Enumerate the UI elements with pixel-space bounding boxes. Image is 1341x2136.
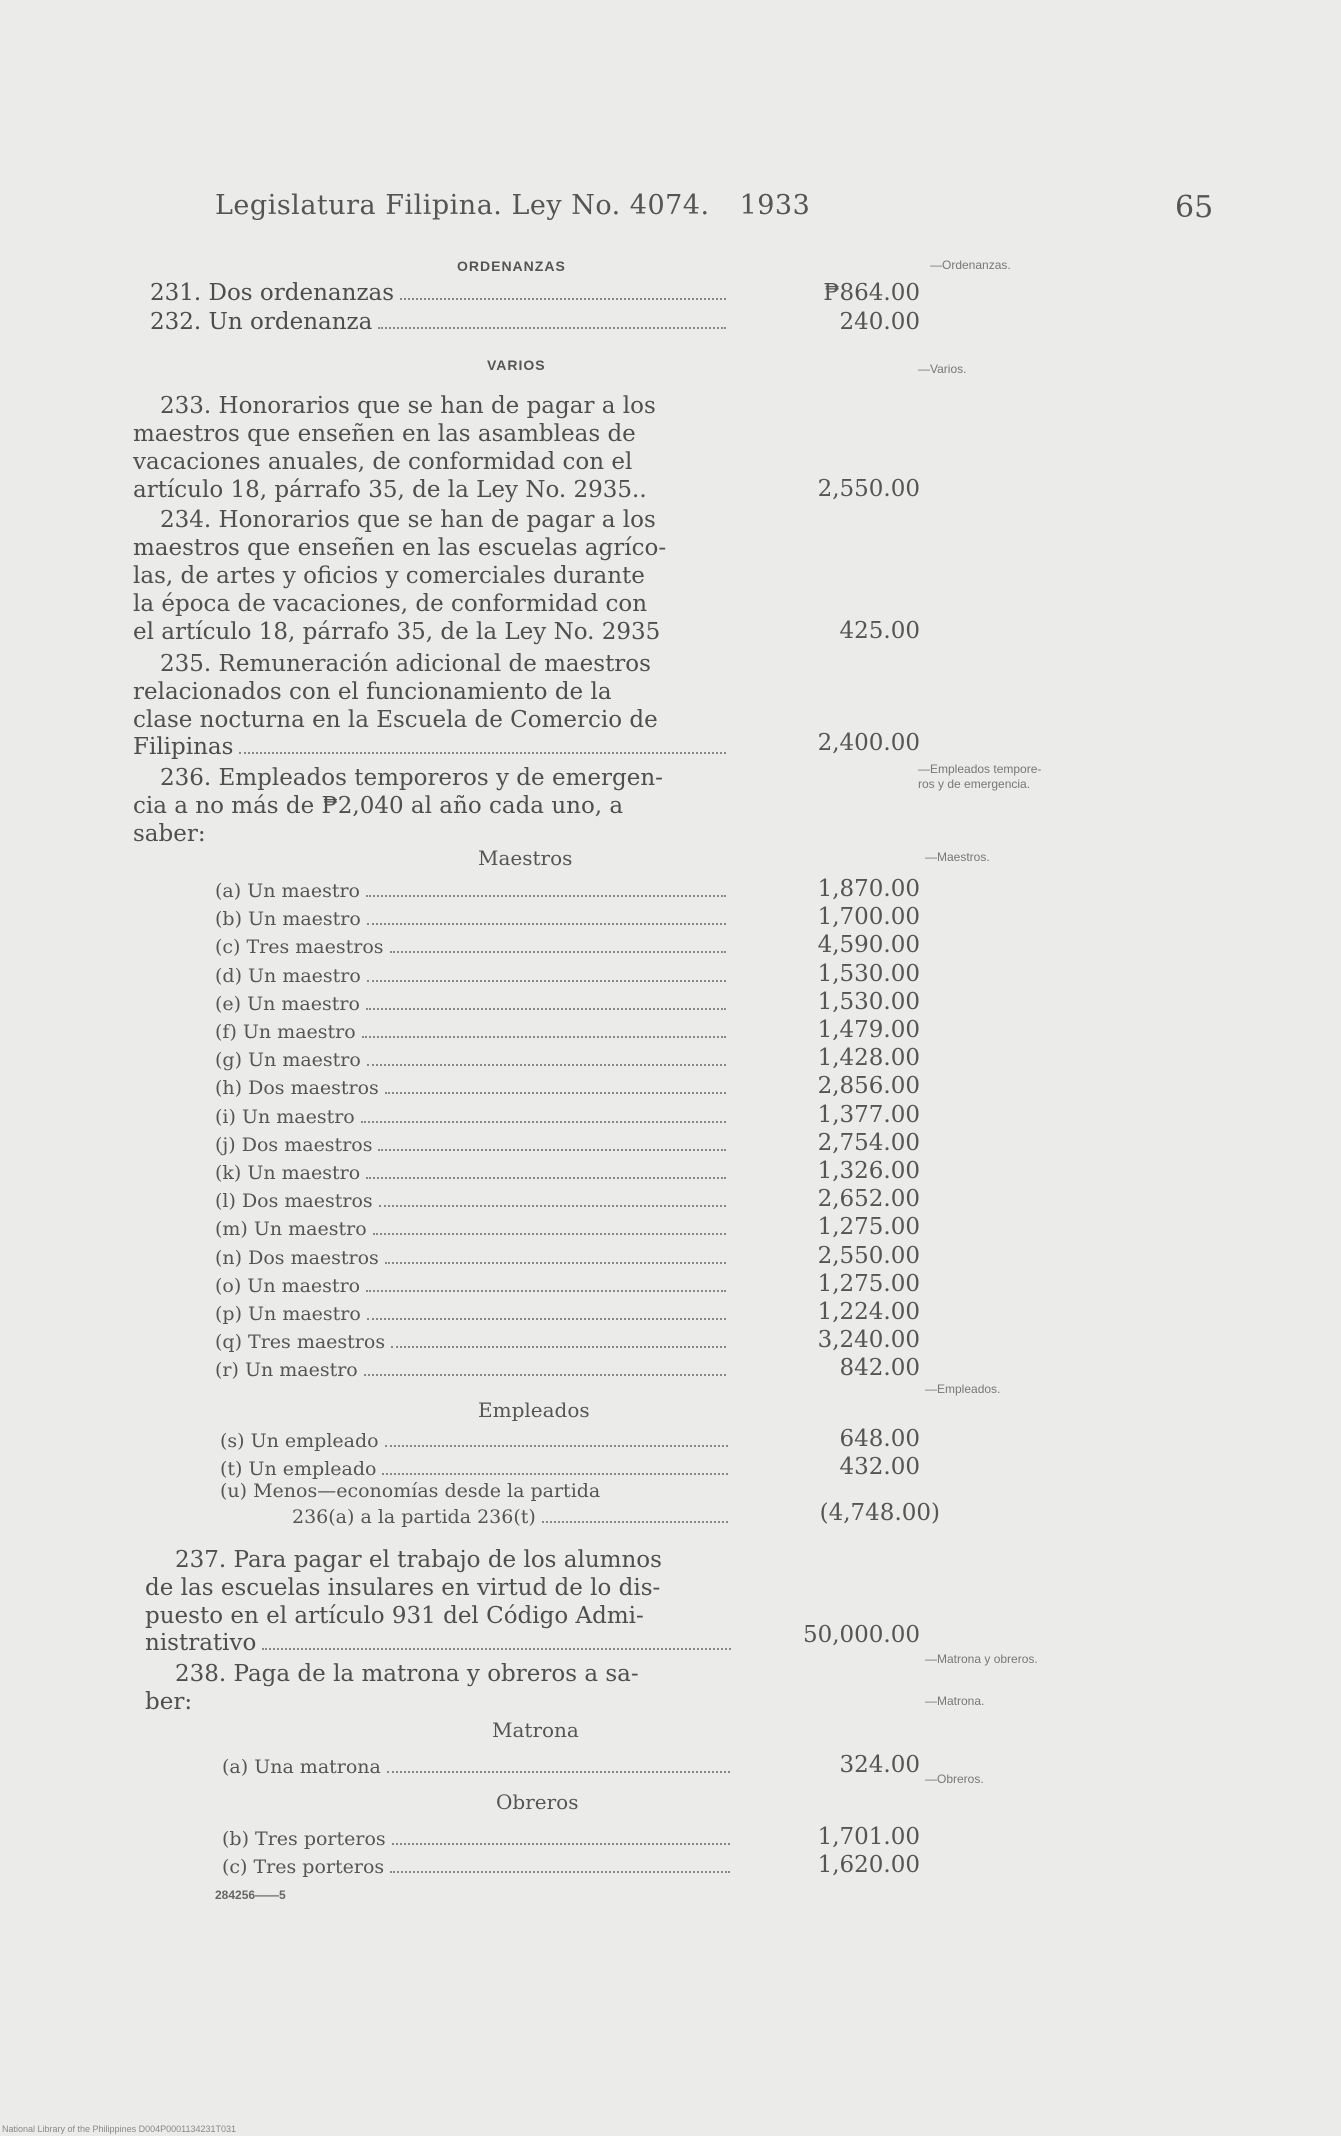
item-233-line: 233. Honorarios que se han de pagar a los: [160, 393, 656, 419]
maestro-row: [215, 936, 730, 958]
item-233-line: artículo 18, párrafo 35, de la Ley No. 2935..: [133, 477, 647, 503]
margin-note-empleados-temporeros: —Empleados tempore- ros y de emergencia.: [918, 762, 1042, 791]
maestro-label: (h) Dos maestros: [215, 1077, 379, 1100]
item-235-line: relacionados con el funcionamiento de la: [133, 679, 612, 705]
maestro-row: [215, 1247, 730, 1269]
margin-note-matrona-obreros: —Matrona y obreros.: [925, 1652, 1038, 1666]
empleado-row: [220, 1458, 732, 1480]
subheading-obreros: Obreros: [496, 1790, 579, 1814]
maestro-row: [215, 880, 730, 902]
margin-note-ordenanzas: —Ordenanzas.: [930, 258, 1011, 272]
maestro-row: [215, 1275, 730, 1297]
obrero-label: (b) Tres porteros: [222, 1828, 386, 1850]
maestro-row: [215, 1077, 730, 1099]
maestro-label: (a) Un maestro: [215, 880, 360, 902]
item-234-line: el artículo 18, párrafo 35, de la Ley No. 2935: [133, 619, 661, 645]
menos-line-2: 236(a) a la partida 236(t): [292, 1506, 732, 1528]
item-232: [150, 309, 730, 335]
maestro-amount: 1,530.00: [817, 988, 920, 1015]
section-heading-ordenanzas: ORDENANZAS: [457, 258, 566, 274]
maestro-label: (e) Un maestro: [215, 992, 360, 1015]
item-235-last: [133, 734, 730, 760]
item-237-line: de las escuelas insulares en virtud de lo dis-: [145, 1575, 661, 1601]
maestro-amount: 1,326.00: [817, 1158, 920, 1184]
margin-note-matrona: —Matrona.: [925, 1694, 985, 1708]
maestro-label: (k) Un maestro: [215, 1162, 361, 1184]
empleado-label: (s) Un empleado: [220, 1430, 379, 1452]
item-238-line: 238. Paga de la matrona y obreros a sa-: [175, 1661, 639, 1687]
item-234-line: maestros que enseñen en las escuelas agríco-: [133, 535, 667, 561]
maestro-row: [215, 1134, 730, 1156]
margin-note-obreros: —Obreros.: [925, 1772, 984, 1786]
matrona-label: (a) Una matrona: [222, 1756, 381, 1778]
maestro-label: (d) Un maestro: [215, 964, 361, 987]
maestro-label: (q) Tres maestros: [215, 1331, 386, 1354]
maestro-row: [215, 908, 730, 930]
maestro-amount: 1,530.00: [817, 960, 920, 987]
maestro-label: (b) Un maestro: [215, 908, 361, 931]
maestro-row: [215, 1359, 730, 1381]
maestro-row: [215, 1218, 730, 1240]
maestro-amount: 842.00: [839, 1355, 920, 1382]
scan-credit: National Library of the Philippines D004P0001134231T031: [2, 2124, 236, 2134]
maestro-amount: 1,479.00: [817, 1017, 920, 1043]
printer-code: 284256——5: [215, 1888, 286, 1902]
maestro-amount: 2,754.00: [817, 1129, 920, 1156]
maestro-row: [215, 993, 730, 1015]
empleado-amount: 432.00: [839, 1454, 920, 1480]
obrero-amount: 1,620.00: [817, 1852, 920, 1878]
obrero-amount: 1,701.00: [817, 1824, 920, 1850]
maestro-amount: 1,870.00: [817, 876, 920, 902]
maestro-row: [215, 1106, 730, 1128]
maestro-amount: 1,700.00: [817, 904, 920, 931]
subheading-maestros: Maestros: [478, 846, 573, 870]
item-235-amount: 2,400.00: [817, 730, 920, 756]
empleado-row: [220, 1430, 732, 1452]
maestro-amount: 1,224.00: [817, 1299, 920, 1325]
item-236-line: 236. Empleados temporeros y de emergen-: [160, 765, 663, 791]
maestro-label: (m) Un maestro: [215, 1218, 367, 1241]
maestro-label: (p) Un maestro: [215, 1303, 361, 1325]
maestro-row: [215, 1331, 730, 1353]
menos-line-1: (u) Menos—economías desde la partida: [220, 1480, 601, 1502]
item-237-amount: 50,000.00: [802, 1622, 920, 1648]
page-number: 65: [1175, 190, 1214, 225]
item-234-line: las, de artes y oficios y comerciales durante: [133, 563, 645, 589]
margin-note-empleados: —Empleados.: [925, 1382, 1001, 1396]
maestro-label: (j) Dos maestros: [215, 1133, 373, 1156]
maestro-amount: 2,550.00: [817, 1242, 920, 1269]
item-232-label: 232. Un ordenanza: [150, 309, 373, 335]
header-title: Legislatura Filipina. Ley No. 4074.: [215, 190, 710, 221]
item-234-amount: 425.00: [839, 618, 920, 644]
maestro-amount: 1,275.00: [817, 1270, 920, 1297]
maestro-row: [215, 1190, 730, 1212]
subheading-matrona: Matrona: [492, 1718, 579, 1742]
item-232-amount: 240.00: [839, 309, 920, 335]
item-237-line: nistrativo: [145, 1630, 257, 1656]
maestro-label: (f) Un maestro: [215, 1021, 356, 1043]
margin-note-maestros: —Maestros.: [925, 850, 990, 864]
maestro-row: [215, 1162, 730, 1184]
maestro-amount: 1,275.00: [817, 1214, 920, 1241]
obrero-row: [222, 1828, 734, 1850]
maestro-amount: 2,856.00: [817, 1073, 920, 1100]
matrona-amount: 324.00: [839, 1752, 920, 1778]
item-234-line: la época de vacaciones, de conformidad con: [133, 591, 648, 617]
item-235-line: clase nocturna en la Escuela de Comercio de: [133, 707, 658, 733]
margin-note-varios: —Varios.: [918, 362, 967, 376]
item-237-last: [145, 1630, 735, 1656]
maestro-label: (l) Dos maestros: [215, 1190, 373, 1213]
maestro-label: (c) Tres maestros: [215, 936, 384, 959]
item-235-line: 235. Remuneración adicional de maestros: [160, 651, 651, 677]
maestro-row: [215, 1049, 730, 1071]
item-236-line: cia a no más de ₱2,040 al año cada uno, a: [133, 793, 624, 819]
empleado-label: (t) Un empleado: [220, 1458, 377, 1480]
subheading-empleados: Empleados: [478, 1398, 590, 1422]
menos-amount: (4,748.00): [819, 1500, 940, 1526]
obrero-row: [222, 1856, 734, 1878]
maestro-row: [215, 965, 730, 987]
maestro-amount: 1,428.00: [817, 1045, 920, 1072]
item-237-line: puesto en el artículo 931 del Código Admi-: [145, 1603, 644, 1629]
item-231-label: 231. Dos ordenanzas: [150, 280, 395, 306]
empleado-amount: 648.00: [839, 1426, 920, 1452]
maestro-label: (o) Un maestro: [215, 1274, 361, 1297]
item-237-line: 237. Para pagar el trabajo de los alumnos: [175, 1547, 662, 1573]
item-234-line: 234. Honorarios que se han de pagar a los: [160, 507, 656, 533]
item-236-line: saber:: [133, 821, 206, 847]
maestro-label: (g) Un maestro: [215, 1049, 361, 1072]
maestro-label: (r) Un maestro: [215, 1359, 358, 1382]
item-231-amount: ₱864.00: [823, 280, 920, 306]
maestro-amount: 2,652.00: [817, 1186, 920, 1213]
header-year: 1933: [739, 190, 811, 221]
matrona-row: [222, 1756, 734, 1778]
section-heading-varios: VARIOS: [487, 357, 546, 373]
maestro-amount: 1,377.00: [817, 1101, 920, 1128]
item-231: [150, 280, 730, 306]
item-233-line: maestros que enseñen en las asambleas de: [133, 421, 636, 447]
item-233-amount: 2,550.00: [817, 476, 920, 502]
item-235-line: Filipinas: [133, 734, 234, 760]
item-233-line: vacaciones anuales, de conformidad con el: [133, 449, 633, 475]
maestro-label: (n) Dos maestros: [215, 1246, 379, 1269]
running-header: [215, 190, 810, 221]
maestro-row: [215, 1303, 730, 1325]
maestro-row: [215, 1021, 730, 1043]
obrero-label: (c) Tres porteros: [222, 1856, 385, 1878]
maestro-amount: 3,240.00: [817, 1327, 920, 1354]
maestro-label: (i) Un maestro: [215, 1105, 355, 1128]
item-238-line: ber:: [145, 1689, 193, 1715]
maestro-amount: 4,590.00: [817, 932, 920, 959]
